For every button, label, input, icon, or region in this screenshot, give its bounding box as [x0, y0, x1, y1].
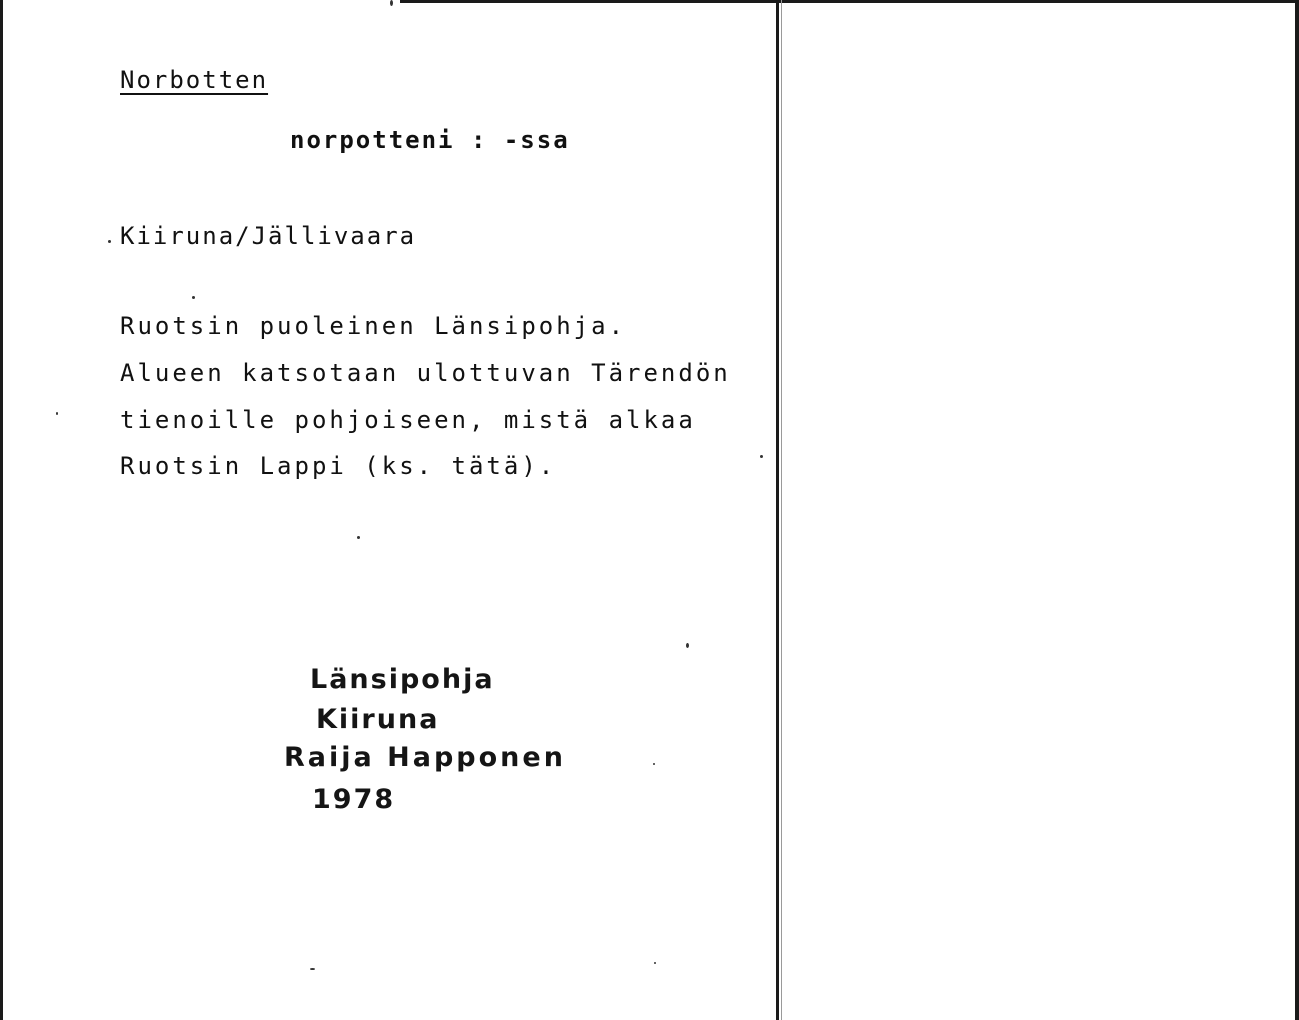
card-left-edge [0, 0, 3, 1020]
description-line: Alueen katsotaan ulottuvan Tärendön [120, 359, 731, 387]
column-divider [776, 0, 779, 1020]
scan-speck [760, 455, 763, 458]
place-names: Kiiruna/Jällivaara [120, 222, 417, 250]
dialect-forms: norpotteni : -ssa [290, 126, 570, 154]
scan-speck [56, 412, 58, 415]
scan-speck [686, 643, 689, 648]
stamp-collector: Raija Happonen [284, 742, 566, 773]
column-divider-shadow [781, 0, 782, 1020]
description-line: Ruotsin Lappi (ks. tätä). [120, 452, 557, 480]
scan-speck [357, 536, 360, 539]
scan-speck [310, 968, 315, 970]
scan-speck [108, 240, 111, 243]
description-line: tienoille pohjoiseen, mistä alkaa [120, 406, 696, 434]
card-heading: Norbotten [120, 66, 269, 94]
scan-speck [653, 763, 655, 765]
description-line: Ruotsin puoleinen Länsipohja. [120, 312, 627, 340]
card-top-edge [400, 0, 1299, 3]
stamp-place: Kiiruna [316, 704, 440, 735]
scan-speck [192, 296, 195, 299]
card-right-edge [1295, 0, 1299, 1020]
scan-speck [654, 962, 656, 964]
stamp-year: 1978 [312, 784, 396, 815]
stamp-region: Länsipohja [310, 664, 495, 695]
scan-speck [390, 0, 393, 6]
